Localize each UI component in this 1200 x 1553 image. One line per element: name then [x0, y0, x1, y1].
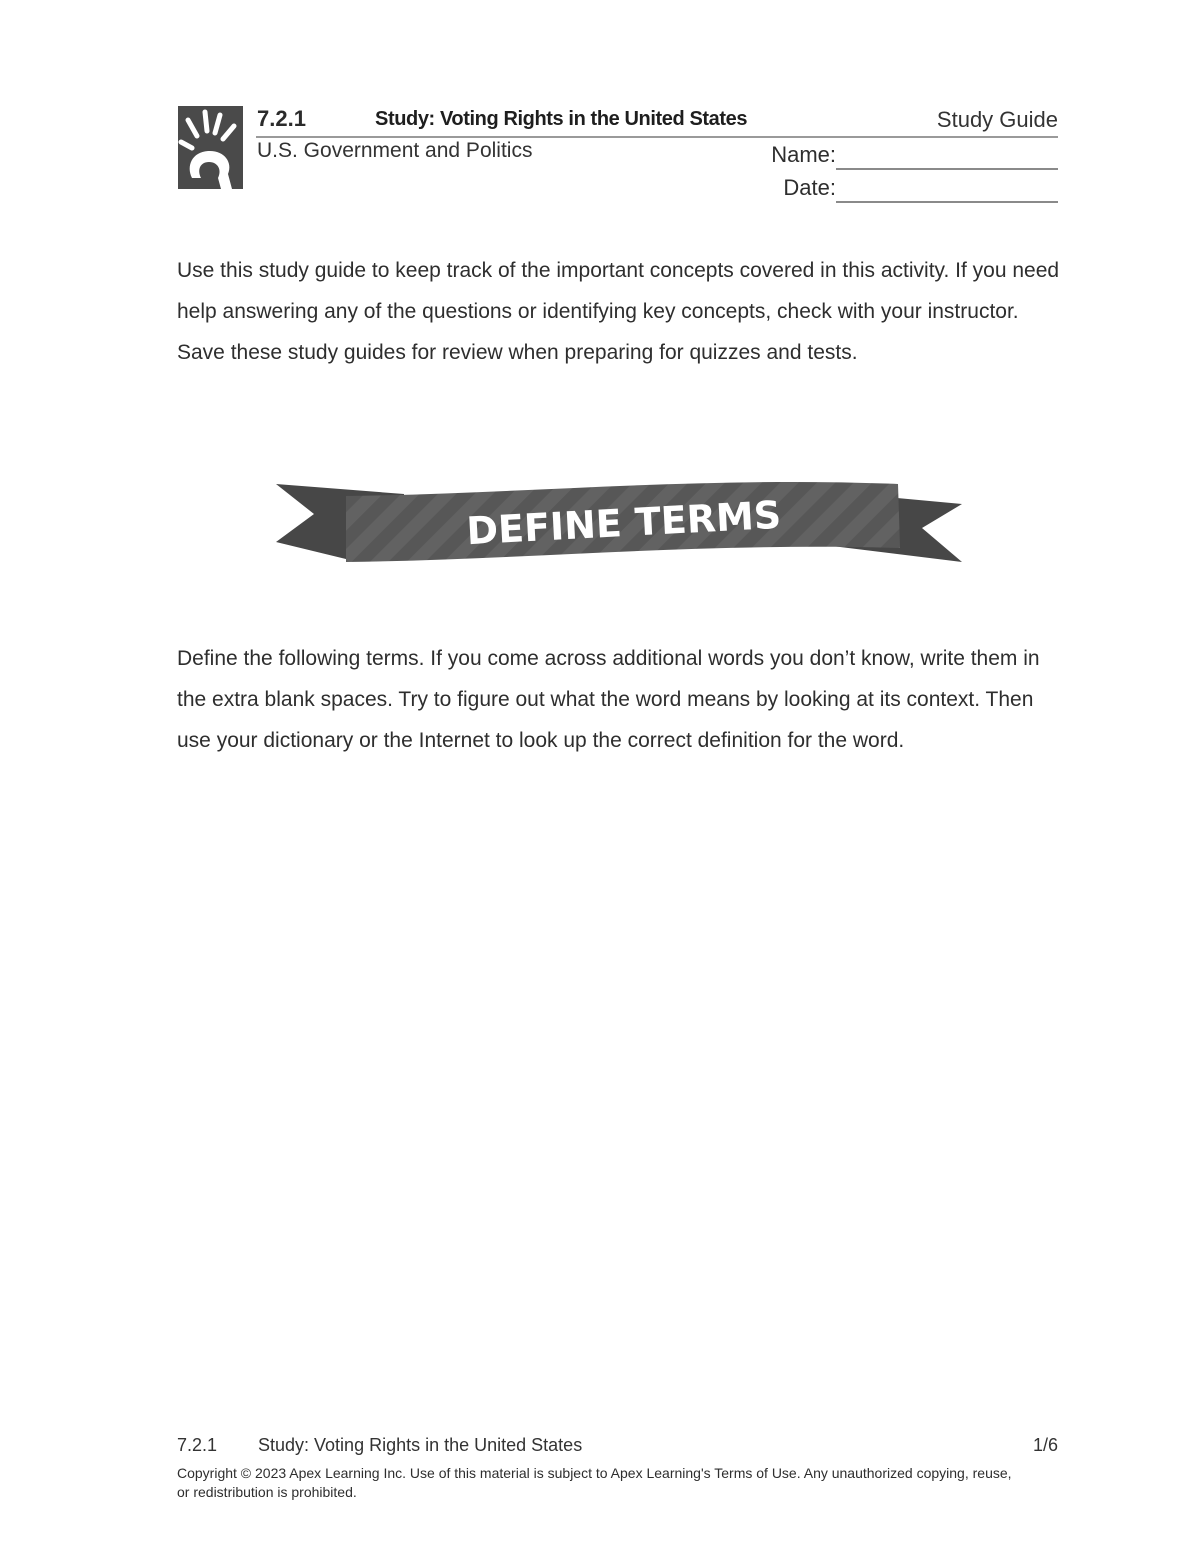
instructions-paragraph: Define the following terms. If you come across additional words you don’t know, write them in the extra blank spaces. Try to figure out what the word means by looking at its context. Then use your dictionary or the Internet to look up the correct definition for the word. — [177, 647, 1040, 752]
intro-paragraph: Use this study guide to keep track of the important concepts covered in this activity. If you need help answering any of the questions or identifying key concepts, check with your instructor. Save these study guides for review when preparing for quizzes and tests. — [177, 259, 1060, 364]
footer-lesson-title: Study: Voting Rights in the United States — [258, 1435, 583, 1455]
date-field[interactable] — [836, 201, 1058, 203]
define-terms-banner — [272, 476, 966, 570]
name-field[interactable] — [836, 168, 1058, 170]
copyright-notice: Copyright © 2023 Apex Learning Inc. Use of this material is subject to Apex Learning's Terms of Use. Any unauthorized copying, reuse, or redistribution is prohibited. — [177, 1465, 1012, 1500]
apex-sun-bulb-logo-icon — [178, 106, 243, 189]
footer-lesson-number: 7.2.1 — [177, 1435, 218, 1455]
document-type: Study Guide — [936, 107, 1058, 132]
lesson-title: Study: Voting Rights in the United States — [375, 108, 748, 130]
banner-label: DEFINE TERMS — [465, 492, 783, 554]
header-divider — [256, 136, 1058, 138]
page-number: 1/6 — [1032, 1435, 1058, 1455]
lesson-number: 7.2.1 — [257, 106, 306, 131]
course-name: U.S. Government and Politics — [257, 139, 533, 162]
name-label: Name: — [771, 142, 836, 167]
date-label: Date: — [783, 175, 836, 200]
